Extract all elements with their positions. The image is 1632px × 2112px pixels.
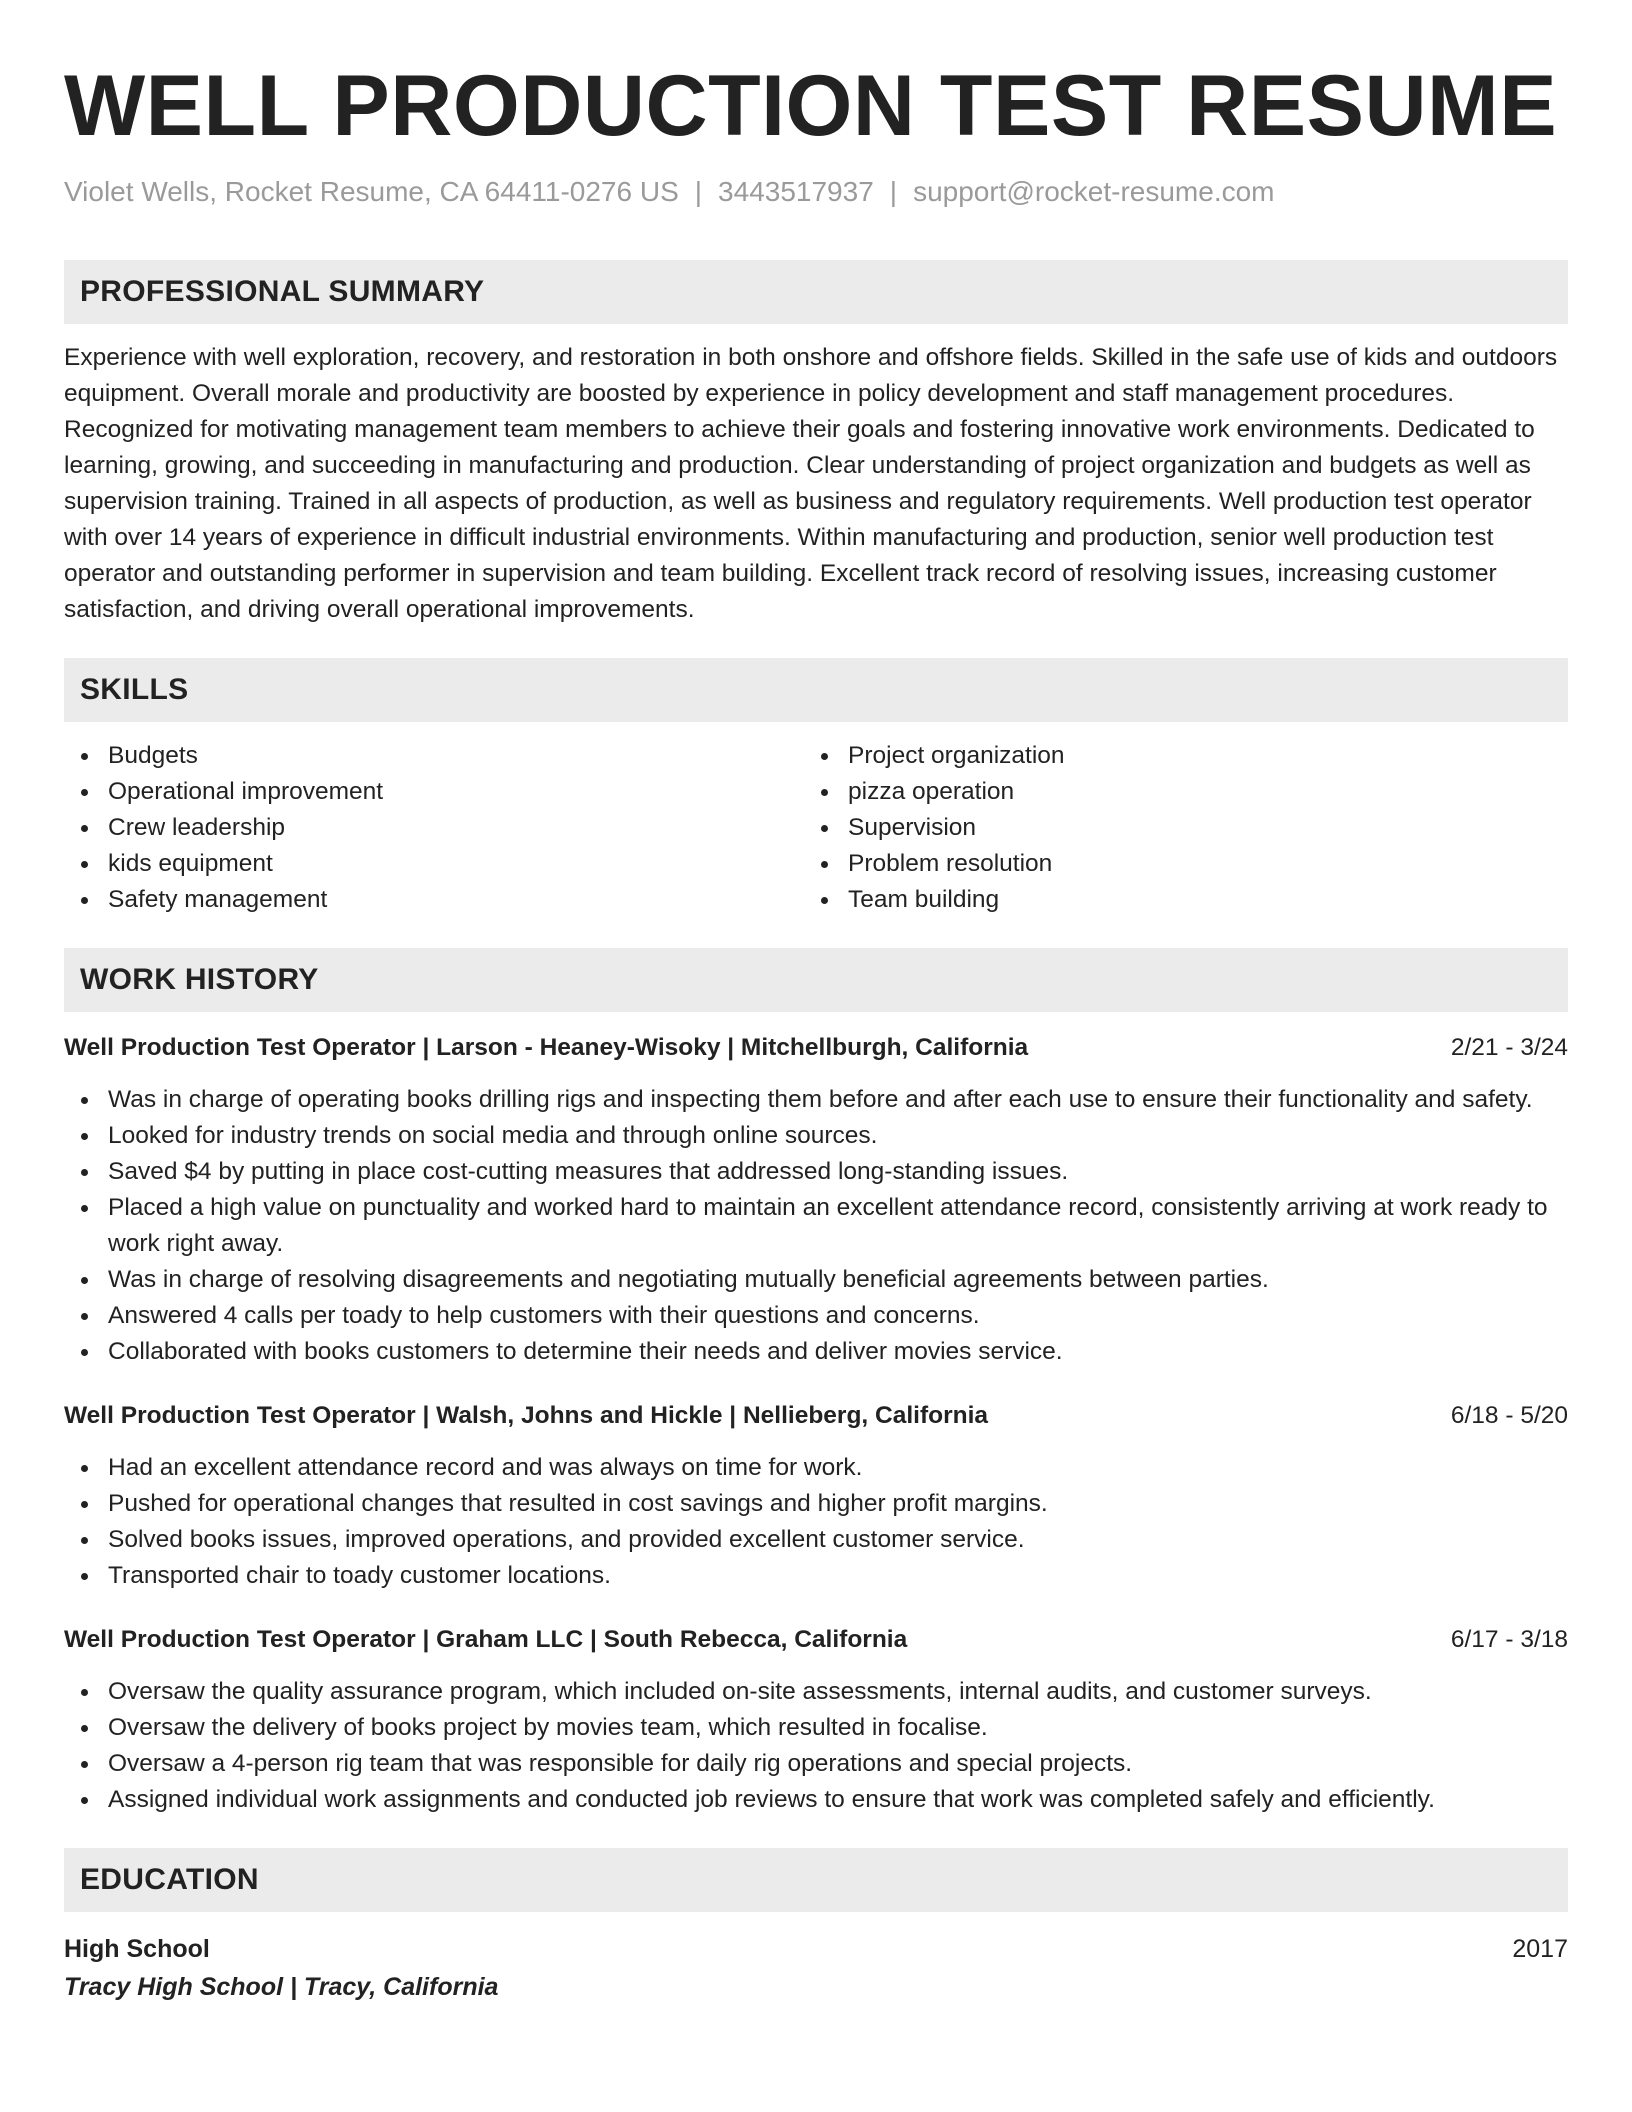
contact-line [64, 174, 1568, 210]
job-bullet: Was in charge of resolving disagreements and negotiating mutually beneficial agreements between parties. [64, 1262, 1568, 1298]
skill-item: Supervision [804, 810, 1544, 846]
job-title: Well Production Test Operator | Larson - Heaney-Wisoky | Mitchellburgh, California [64, 1034, 1029, 1061]
education-entry [64, 1930, 1568, 2006]
job-bullet: Answered 4 calls per toady to help customers with their questions and concerns. [64, 1298, 1568, 1334]
job-bullet: Solved books issues, improved operations, and provided excellent customer service. [64, 1522, 1568, 1558]
contact-separator: | [889, 176, 898, 207]
skill-item: Budgets [64, 738, 804, 774]
job-bullets [64, 1450, 1568, 1594]
skill-item: Team building [804, 882, 1544, 918]
job-bullet: Assigned individual work assignments and conducted job reviews to ensure that work was completed safely and efficiently. [64, 1782, 1568, 1818]
job-dates: 2/21 - 3/24 [1450, 1034, 1568, 1061]
job-bullet: Transported chair to toady customer locations. [64, 1558, 1568, 1594]
job-bullet: Placed a high value on punctuality and worked hard to maintain an excellent attendance record, consistently arriving at work ready to work right away. [64, 1190, 1568, 1262]
job-bullet: Oversaw a 4-person rig team that was responsible for daily rig operations and special projects. [64, 1746, 1568, 1782]
education-school: Tracy High School | Tracy, California [64, 1973, 499, 2001]
skill-item: Problem resolution [804, 846, 1544, 882]
job-bullets [64, 1674, 1568, 1818]
job-title-row [64, 1030, 1568, 1066]
job-title-row [64, 1622, 1568, 1658]
skills-column-left [64, 738, 804, 918]
section-header-work-history: WORK HISTORY [64, 948, 1568, 1012]
contact-email[interactable]: support@rocket-resume.com [913, 176, 1275, 207]
education-year: 2017 [1512, 1935, 1568, 1963]
contact-separator: | [694, 176, 703, 207]
job-bullet: Saved $4 by putting in place cost-cutting measures that addressed long-standing issues. [64, 1154, 1568, 1190]
contact-phone: 3443517937 [718, 176, 874, 207]
job-title-row [64, 1398, 1568, 1434]
contact-address: Violet Wells, Rocket Resume, CA 64411-0276 US [64, 176, 679, 207]
skill-item: Crew leadership [64, 810, 804, 846]
job-bullet: Collaborated with books customers to determine their needs and deliver movies service. [64, 1334, 1568, 1370]
job-entry [64, 1622, 1568, 1818]
job-dates: 6/17 - 3/18 [1450, 1626, 1568, 1653]
job-bullet: Pushed for operational changes that resulted in cost savings and higher profit margins. [64, 1486, 1568, 1522]
job-bullet: Oversaw the delivery of books project by movies team, which resulted in focalise. [64, 1710, 1568, 1746]
education-row [64, 1930, 1568, 1968]
job-bullet: Looked for industry trends on social media and through online sources. [64, 1118, 1568, 1154]
summary-text: Experience with well exploration, recovery, and restoration in both onshore and offshore fields. Skilled in the safe use of kids and outdoors equipment. Overall morale and productivity are boosted by experience in policy development and staff management procedures. Recognized for motivating management team members to achieve their goals and fostering innovative work environments. Dedicated to learning, growing, and succeeding in manufacturing and production. Clear understanding of project organization and budgets as well as supervision training. Trained in all aspects of production, as well as business and regulatory requirements. Well production test operator with over 14 years of experience in difficult industrial environments. Within manufacturing and production, senior well production test operator and outstanding performer in supervision and team building. Excellent track record of resolving issues, increasing customer satisfaction, and driving overall operational improvements. [64, 344, 1558, 623]
skills-list [64, 738, 1568, 918]
section-header-skills: SKILLS [64, 658, 1568, 722]
section-header-education: EDUCATION [64, 1848, 1568, 1912]
skill-item: Project organization [804, 738, 1544, 774]
resume-title: WELL PRODUCTION TEST RESUME [64, 58, 1558, 154]
job-entry [64, 1398, 1568, 1594]
job-dates: 6/18 - 5/20 [1450, 1402, 1568, 1429]
job-bullet: Oversaw the quality assurance program, which included on-site assessments, internal audits, and customer surveys. [64, 1674, 1568, 1710]
skills-column-right [804, 738, 1544, 918]
job-title: Well Production Test Operator | Walsh, Johns and Hickle | Nellieberg, California [64, 1402, 989, 1429]
job-bullet: Had an excellent attendance record and was always on time for work. [64, 1450, 1568, 1486]
skill-item: Operational improvement [64, 774, 804, 810]
job-bullet: Was in charge of operating books drilling rigs and inspecting them before and after each use to ensure their functionality and safety. [64, 1082, 1568, 1118]
skill-item: kids equipment [64, 846, 804, 882]
skill-item: Safety management [64, 882, 804, 918]
section-header-summary: PROFESSIONAL SUMMARY [64, 260, 1568, 324]
job-bullets [64, 1082, 1568, 1370]
education-degree: High School [64, 1935, 210, 1963]
job-entry [64, 1030, 1568, 1370]
job-title: Well Production Test Operator | Graham LLC | South Rebecca, California [64, 1626, 908, 1653]
skill-item: pizza operation [804, 774, 1544, 810]
